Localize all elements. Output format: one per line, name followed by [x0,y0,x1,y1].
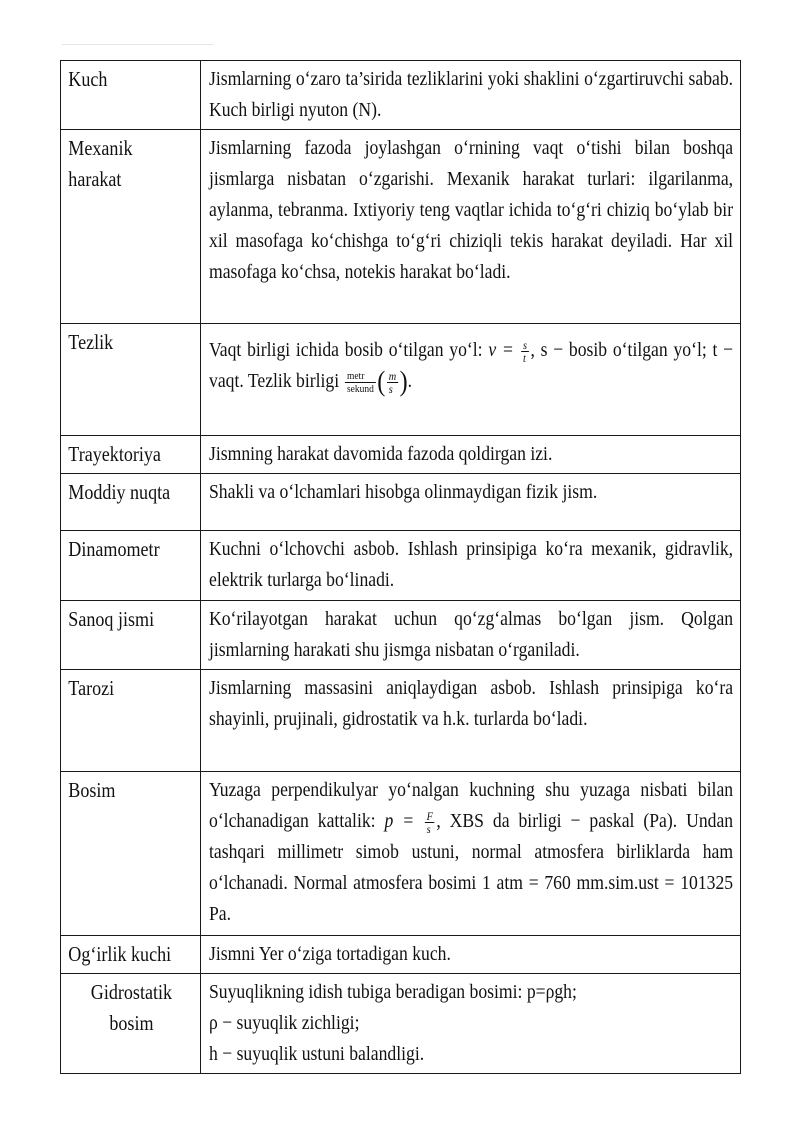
fraction-numerator: s [522,337,528,352]
definition-cell: Kuchni o‘lchovchi asbob. Ishlash prinsipiga ko‘ra mexanik, gidravlik, elektrik turlarga bo‘linadi. [201,531,741,601]
table-row [61,601,741,670]
definition-cell: Jismlarning o‘zaro ta’sirida tezliklarini yoki shaklini o‘zgartiruvchi sabab. Kuch birligi nyuton (N). [201,61,741,130]
fraction-numerator: F [426,808,433,823]
paren-close-icon: ) [399,366,408,398]
formula-lhs: v = [488,339,514,361]
table-row [61,531,741,601]
term-cell: Dinamometr [61,531,181,601]
table-row [61,772,741,936]
fraction-numerator: metr [345,370,375,383]
definition-cell: Ko‘rilayotgan harakat uchun qo‘zg‘almas bo‘lgan jism. Qolgan jismlarning harakati shu jismga nisbatan o‘rganiladi. [201,601,741,670]
term-cell: Moddiy nuqta [61,474,181,531]
definition-cell: Jismni Yer o‘ziga tortadigan kuch. [201,936,741,974]
header-rule [62,44,214,45]
term-cell: Bosim [61,772,181,936]
definition-text: . [407,370,413,392]
definitions-table [60,60,741,1074]
definition-cell: Jismlarning massasini aniqlaydigan asbob. Ishlash prinsipiga ko‘ra shayinli, prujinali, gidrostatik va h.k. turlarda bo‘ladi. [201,670,741,772]
term-cell: Mexanik harakat [61,130,181,324]
pressure-fraction [425,810,435,835]
term-cell: Trayektoriya [61,436,181,474]
formula-lhs: p = [384,810,415,832]
paren-open-icon: ( [377,366,386,398]
term-cell: Og‘irlik kuchi [61,936,181,974]
fraction-denominator: s [388,381,393,396]
table-row [61,936,741,974]
definition-text: , s − bosib o‘tilgan yo‘l; t − vaqt. Tezlik birligi [209,339,734,392]
term-cell: Kuch [61,61,181,130]
definition-cell: Jismning harakat davomida fazoda qoldirgan izi. [201,436,741,474]
term-cell: Tarozi [61,670,181,772]
definition-text: Vaqt birligi ichida bosib o‘tilgan yo‘l: [209,339,483,361]
unit-fraction [345,370,375,395]
definition-line: ρ − suyuqlik zichligi; [209,1012,360,1034]
table-row [61,670,741,772]
table-row [61,436,741,474]
definition-cell [201,772,741,936]
table-row [61,61,741,130]
definition-line: Suyuqlikning idish tubiga beradigan bosimi: p=ρgh; [209,981,577,1003]
velocity-fraction [521,339,528,364]
fraction-denominator: s [426,821,431,836]
table-row [61,474,741,531]
fraction-numerator: m [388,368,397,383]
table-row [61,324,741,436]
term-cell: Sanoq jismi [61,601,181,670]
definition-cell: Jismlarning fazoda joylashgan o‘rnining vaqt o‘tishi bilan boshqa jismlarga nisbatan o‘zgarishi. Mexanik harakat turlari: ilgarilanma, aylanma, tebranma. Ixtiyoriy teng vaqtlar ichida to‘g‘ri chiziq bo‘ylab bir xil masofaga ko‘chishga to‘g‘ri chiziqli tekis harakat deyiladi. Har xil masofaga ko‘chsa, notekis harakat bo‘ladi. [201,130,741,324]
definition-line: h − suyuqlik ustuni balandligi. [209,1043,425,1065]
term-cell: Gidrostatik bosim [70,974,190,1074]
term-cell: Tezlik [61,324,181,436]
table-row [61,130,741,324]
unit-short-fraction [387,370,398,395]
fraction-denominator: sekund [347,382,374,395]
definition-cell [201,974,741,1074]
definition-text: Yuzaga perpendikulyar yo‘nalgan kuchning shu yuzaga nisbati bilan o‘lchanadigan kattalik: [209,779,734,832]
definition-text: , XBS da birligi − paskal (Pa). Undan tashqari millimetr simob ustuni, normal atmosfera birliklarda ham o‘lchanadi. Normal atmosfera bosimi 1 atm = 760 mm.sim.ust = 101325 Pa. [209,810,734,925]
definition-cell [201,324,741,436]
fraction-denominator: t [522,350,526,365]
definition-cell: Shakli va o‘lchamlari hisobga olinmaydigan fizik jism. [201,474,741,531]
table-row [61,974,741,1074]
